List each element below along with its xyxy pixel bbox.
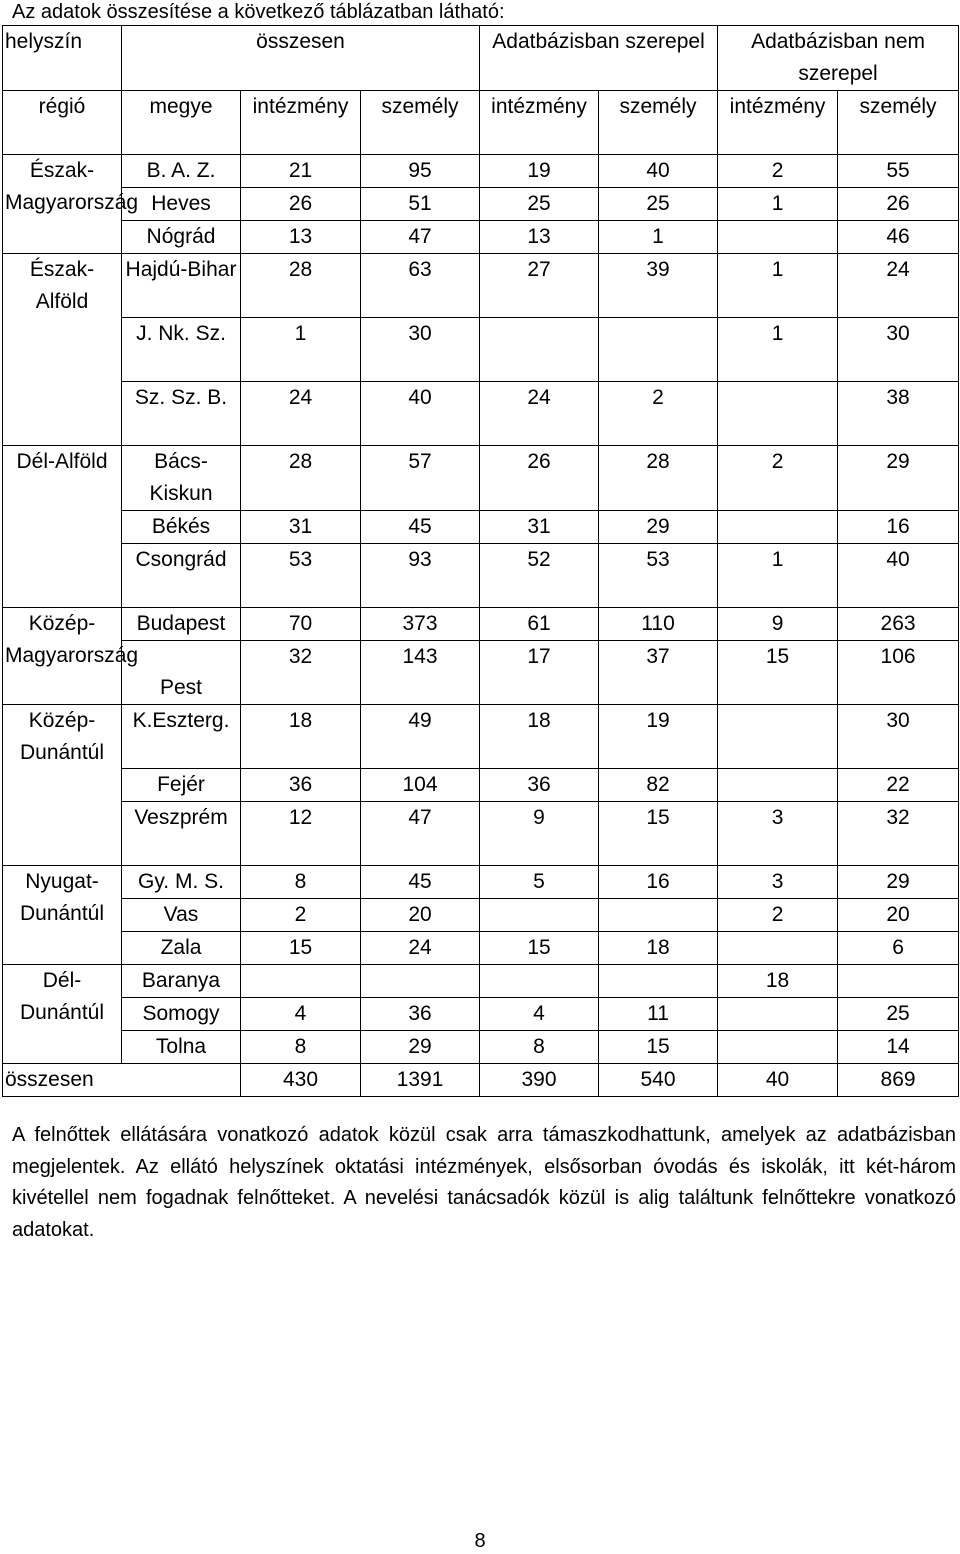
county-cell: Tolna — [122, 1031, 241, 1064]
value-cell: 13 — [480, 221, 599, 254]
value-cell: 20 — [361, 899, 480, 932]
value-cell: 4 — [480, 998, 599, 1031]
header-total-person: személy — [361, 91, 480, 155]
header-county: megye — [122, 91, 241, 155]
value-cell: 22 — [838, 769, 959, 802]
value-cell: 19 — [480, 155, 599, 188]
intro-text: Az adatok összesítése a következő táblázatban látható: — [12, 1, 505, 23]
value-cell: 32 — [241, 641, 361, 705]
value-cell: 1 — [599, 221, 718, 254]
value-cell: 36 — [361, 998, 480, 1031]
value-cell: 15 — [599, 802, 718, 866]
value-cell: 6 — [838, 932, 959, 965]
region-cell: Észak-Magyarország — [3, 155, 122, 254]
county-cell: Pest — [122, 641, 241, 705]
value-cell: 40 — [361, 382, 480, 446]
county-cell: Gy. M. S. — [122, 866, 241, 899]
header-db-person: személy — [599, 91, 718, 155]
county-cell: Csongrád — [122, 544, 241, 608]
county-cell: Somogy — [122, 998, 241, 1031]
value-cell: 51 — [361, 188, 480, 221]
header-nodb-inst: intézmény — [718, 91, 838, 155]
value-cell: 93 — [361, 544, 480, 608]
value-cell: 263 — [838, 608, 959, 641]
value-cell: 82 — [599, 769, 718, 802]
value-cell: 11 — [599, 998, 718, 1031]
county-cell: Hajdú-Bihar — [122, 254, 241, 318]
value-cell: 70 — [241, 608, 361, 641]
value-cell — [361, 965, 480, 998]
county-cell: B. A. Z. — [122, 155, 241, 188]
table-row — [3, 544, 959, 608]
value-cell: 45 — [361, 511, 480, 544]
value-cell — [599, 965, 718, 998]
value-cell: 9 — [718, 608, 838, 641]
header-db-inst: intézmény — [480, 91, 599, 155]
value-cell — [599, 899, 718, 932]
value-cell: 29 — [599, 511, 718, 544]
value-cell — [599, 318, 718, 382]
value-cell: 38 — [838, 382, 959, 446]
value-cell — [718, 382, 838, 446]
value-cell: 4 — [241, 998, 361, 1031]
value-cell: 28 — [599, 446, 718, 511]
value-cell — [718, 998, 838, 1031]
value-cell — [718, 221, 838, 254]
value-cell: 2 — [599, 382, 718, 446]
value-cell: 31 — [241, 511, 361, 544]
county-cell: Nógrád — [122, 221, 241, 254]
table-row — [3, 1031, 959, 1064]
value-cell: 1 — [718, 254, 838, 318]
table-row — [3, 769, 959, 802]
region-cell: Észak-Alföld — [3, 254, 122, 446]
table-row — [3, 446, 959, 511]
county-cell: Sz. Sz. B. — [122, 382, 241, 446]
value-cell: 57 — [361, 446, 480, 511]
value-cell: 13 — [241, 221, 361, 254]
table-row — [3, 382, 959, 446]
value-cell: 53 — [599, 544, 718, 608]
value-cell: 25 — [480, 188, 599, 221]
summary-table — [2, 25, 959, 1097]
table-row — [3, 641, 959, 705]
table-row — [3, 965, 959, 998]
total-value-cell: 869 — [838, 1064, 959, 1097]
value-cell: 8 — [241, 866, 361, 899]
header-total: összesen — [122, 26, 480, 91]
value-cell: 29 — [838, 446, 959, 511]
value-cell: 31 — [480, 511, 599, 544]
value-cell — [480, 965, 599, 998]
county-cell: K.Eszterg. — [122, 705, 241, 769]
value-cell: 3 — [718, 866, 838, 899]
value-cell: 19 — [599, 705, 718, 769]
value-cell: 46 — [838, 221, 959, 254]
value-cell: 29 — [361, 1031, 480, 1064]
value-cell: 45 — [361, 866, 480, 899]
region-cell: Közép-Magyarország — [3, 608, 122, 705]
value-cell: 95 — [361, 155, 480, 188]
county-cell: Zala — [122, 932, 241, 965]
value-cell: 36 — [480, 769, 599, 802]
value-cell: 1 — [718, 188, 838, 221]
value-cell — [480, 318, 599, 382]
value-cell — [718, 511, 838, 544]
table-row — [3, 705, 959, 769]
value-cell: 2 — [718, 446, 838, 511]
county-cell: J. Nk. Sz. — [122, 318, 241, 382]
page-number: 8 — [474, 1530, 486, 1552]
value-cell — [480, 899, 599, 932]
value-cell: 143 — [361, 641, 480, 705]
value-cell: 53 — [241, 544, 361, 608]
value-cell: 12 — [241, 802, 361, 866]
region-cell: Dél-Dunántúl — [3, 965, 122, 1064]
table-row — [3, 608, 959, 641]
value-cell: 30 — [838, 318, 959, 382]
table-row — [3, 221, 959, 254]
value-cell: 1 — [718, 318, 838, 382]
value-cell: 18 — [718, 965, 838, 998]
region-cell: Közép-Dunántúl — [3, 705, 122, 866]
county-cell: Baranya — [122, 965, 241, 998]
value-cell — [718, 769, 838, 802]
header-in-db: Adatbázisban szerepel — [480, 26, 718, 91]
value-cell: 15 — [241, 932, 361, 965]
value-cell: 15 — [599, 1031, 718, 1064]
total-label: összesen — [3, 1064, 241, 1097]
region-cell: Nyugat-Dunántúl — [3, 866, 122, 965]
value-cell: 30 — [361, 318, 480, 382]
value-cell: 14 — [838, 1031, 959, 1064]
value-cell: 47 — [361, 802, 480, 866]
value-cell: 40 — [599, 155, 718, 188]
body-paragraph: A felnőttek ellátására vonatkozó adatok közül csak arra támaszkodhattunk, amelyek az adatbázisban megjelentek. Az ellátó helyszínek oktatási intézmények, elsősorban óvodás és iskolák, itt két-három kivétellel nem fogadnak felnőtteket. A nevelési tanácsadók közül is alig találtunk felnőttekre vonatkozó adatokat. — [12, 1124, 956, 1241]
header-nodb-person: személy — [838, 91, 959, 155]
table-row — [3, 899, 959, 932]
value-cell: 55 — [838, 155, 959, 188]
header-row-1 — [3, 26, 959, 91]
value-cell: 9 — [480, 802, 599, 866]
table-row — [3, 155, 959, 188]
county-cell: Vas — [122, 899, 241, 932]
value-cell: 28 — [241, 254, 361, 318]
value-cell: 24 — [241, 382, 361, 446]
value-cell: 110 — [599, 608, 718, 641]
total-value-cell: 390 — [480, 1064, 599, 1097]
table-row — [3, 998, 959, 1031]
value-cell — [718, 705, 838, 769]
table-row — [3, 188, 959, 221]
value-cell — [718, 1031, 838, 1064]
value-cell: 40 — [838, 544, 959, 608]
value-cell: 26 — [480, 446, 599, 511]
total-value-cell: 430 — [241, 1064, 361, 1097]
value-cell: 52 — [480, 544, 599, 608]
value-cell: 24 — [480, 382, 599, 446]
value-cell: 25 — [599, 188, 718, 221]
value-cell: 8 — [480, 1031, 599, 1064]
value-cell: 2 — [241, 899, 361, 932]
value-cell: 61 — [480, 608, 599, 641]
total-value-cell: 40 — [718, 1064, 838, 1097]
region-cell: Dél-Alföld — [3, 446, 122, 608]
table-row — [3, 866, 959, 899]
header-row-2 — [3, 91, 959, 155]
value-cell: 15 — [480, 932, 599, 965]
value-cell: 26 — [241, 188, 361, 221]
header-region: régió — [3, 91, 122, 155]
value-cell: 36 — [241, 769, 361, 802]
header-total-inst: intézmény — [241, 91, 361, 155]
table-row — [3, 254, 959, 318]
value-cell: 24 — [361, 932, 480, 965]
value-cell: 28 — [241, 446, 361, 511]
value-cell — [241, 965, 361, 998]
table-row — [3, 932, 959, 965]
county-cell: Bács-Kiskun — [122, 446, 241, 511]
value-cell: 21 — [241, 155, 361, 188]
total-row — [3, 1064, 959, 1097]
value-cell: 16 — [838, 511, 959, 544]
value-cell: 18 — [599, 932, 718, 965]
value-cell: 15 — [718, 641, 838, 705]
value-cell: 16 — [599, 866, 718, 899]
value-cell: 373 — [361, 608, 480, 641]
value-cell: 32 — [838, 802, 959, 866]
value-cell — [838, 965, 959, 998]
value-cell: 1 — [718, 544, 838, 608]
value-cell: 2 — [718, 899, 838, 932]
value-cell: 49 — [361, 705, 480, 769]
value-cell: 39 — [599, 254, 718, 318]
value-cell: 25 — [838, 998, 959, 1031]
value-cell: 3 — [718, 802, 838, 866]
value-cell: 2 — [718, 155, 838, 188]
value-cell: 29 — [838, 866, 959, 899]
total-value-cell: 1391 — [361, 1064, 480, 1097]
value-cell: 20 — [838, 899, 959, 932]
county-cell: Békés — [122, 511, 241, 544]
value-cell: 24 — [838, 254, 959, 318]
county-cell: Heves — [122, 188, 241, 221]
value-cell: 18 — [480, 705, 599, 769]
total-value-cell: 540 — [599, 1064, 718, 1097]
value-cell: 8 — [241, 1031, 361, 1064]
table-row — [3, 511, 959, 544]
value-cell: 27 — [480, 254, 599, 318]
value-cell: 5 — [480, 866, 599, 899]
value-cell: 63 — [361, 254, 480, 318]
county-cell: Budapest — [122, 608, 241, 641]
county-cell: Fejér — [122, 769, 241, 802]
value-cell: 47 — [361, 221, 480, 254]
table-row — [3, 318, 959, 382]
value-cell: 1 — [241, 318, 361, 382]
header-not-in-db: Adatbázisban nem szerepel — [718, 26, 959, 91]
value-cell: 37 — [599, 641, 718, 705]
value-cell: 18 — [241, 705, 361, 769]
value-cell: 104 — [361, 769, 480, 802]
value-cell: 30 — [838, 705, 959, 769]
table-row — [3, 802, 959, 866]
header-location: helyszín — [3, 26, 122, 91]
county-cell: Veszprém — [122, 802, 241, 866]
value-cell: 26 — [838, 188, 959, 221]
value-cell: 17 — [480, 641, 599, 705]
value-cell — [718, 932, 838, 965]
value-cell: 106 — [838, 641, 959, 705]
